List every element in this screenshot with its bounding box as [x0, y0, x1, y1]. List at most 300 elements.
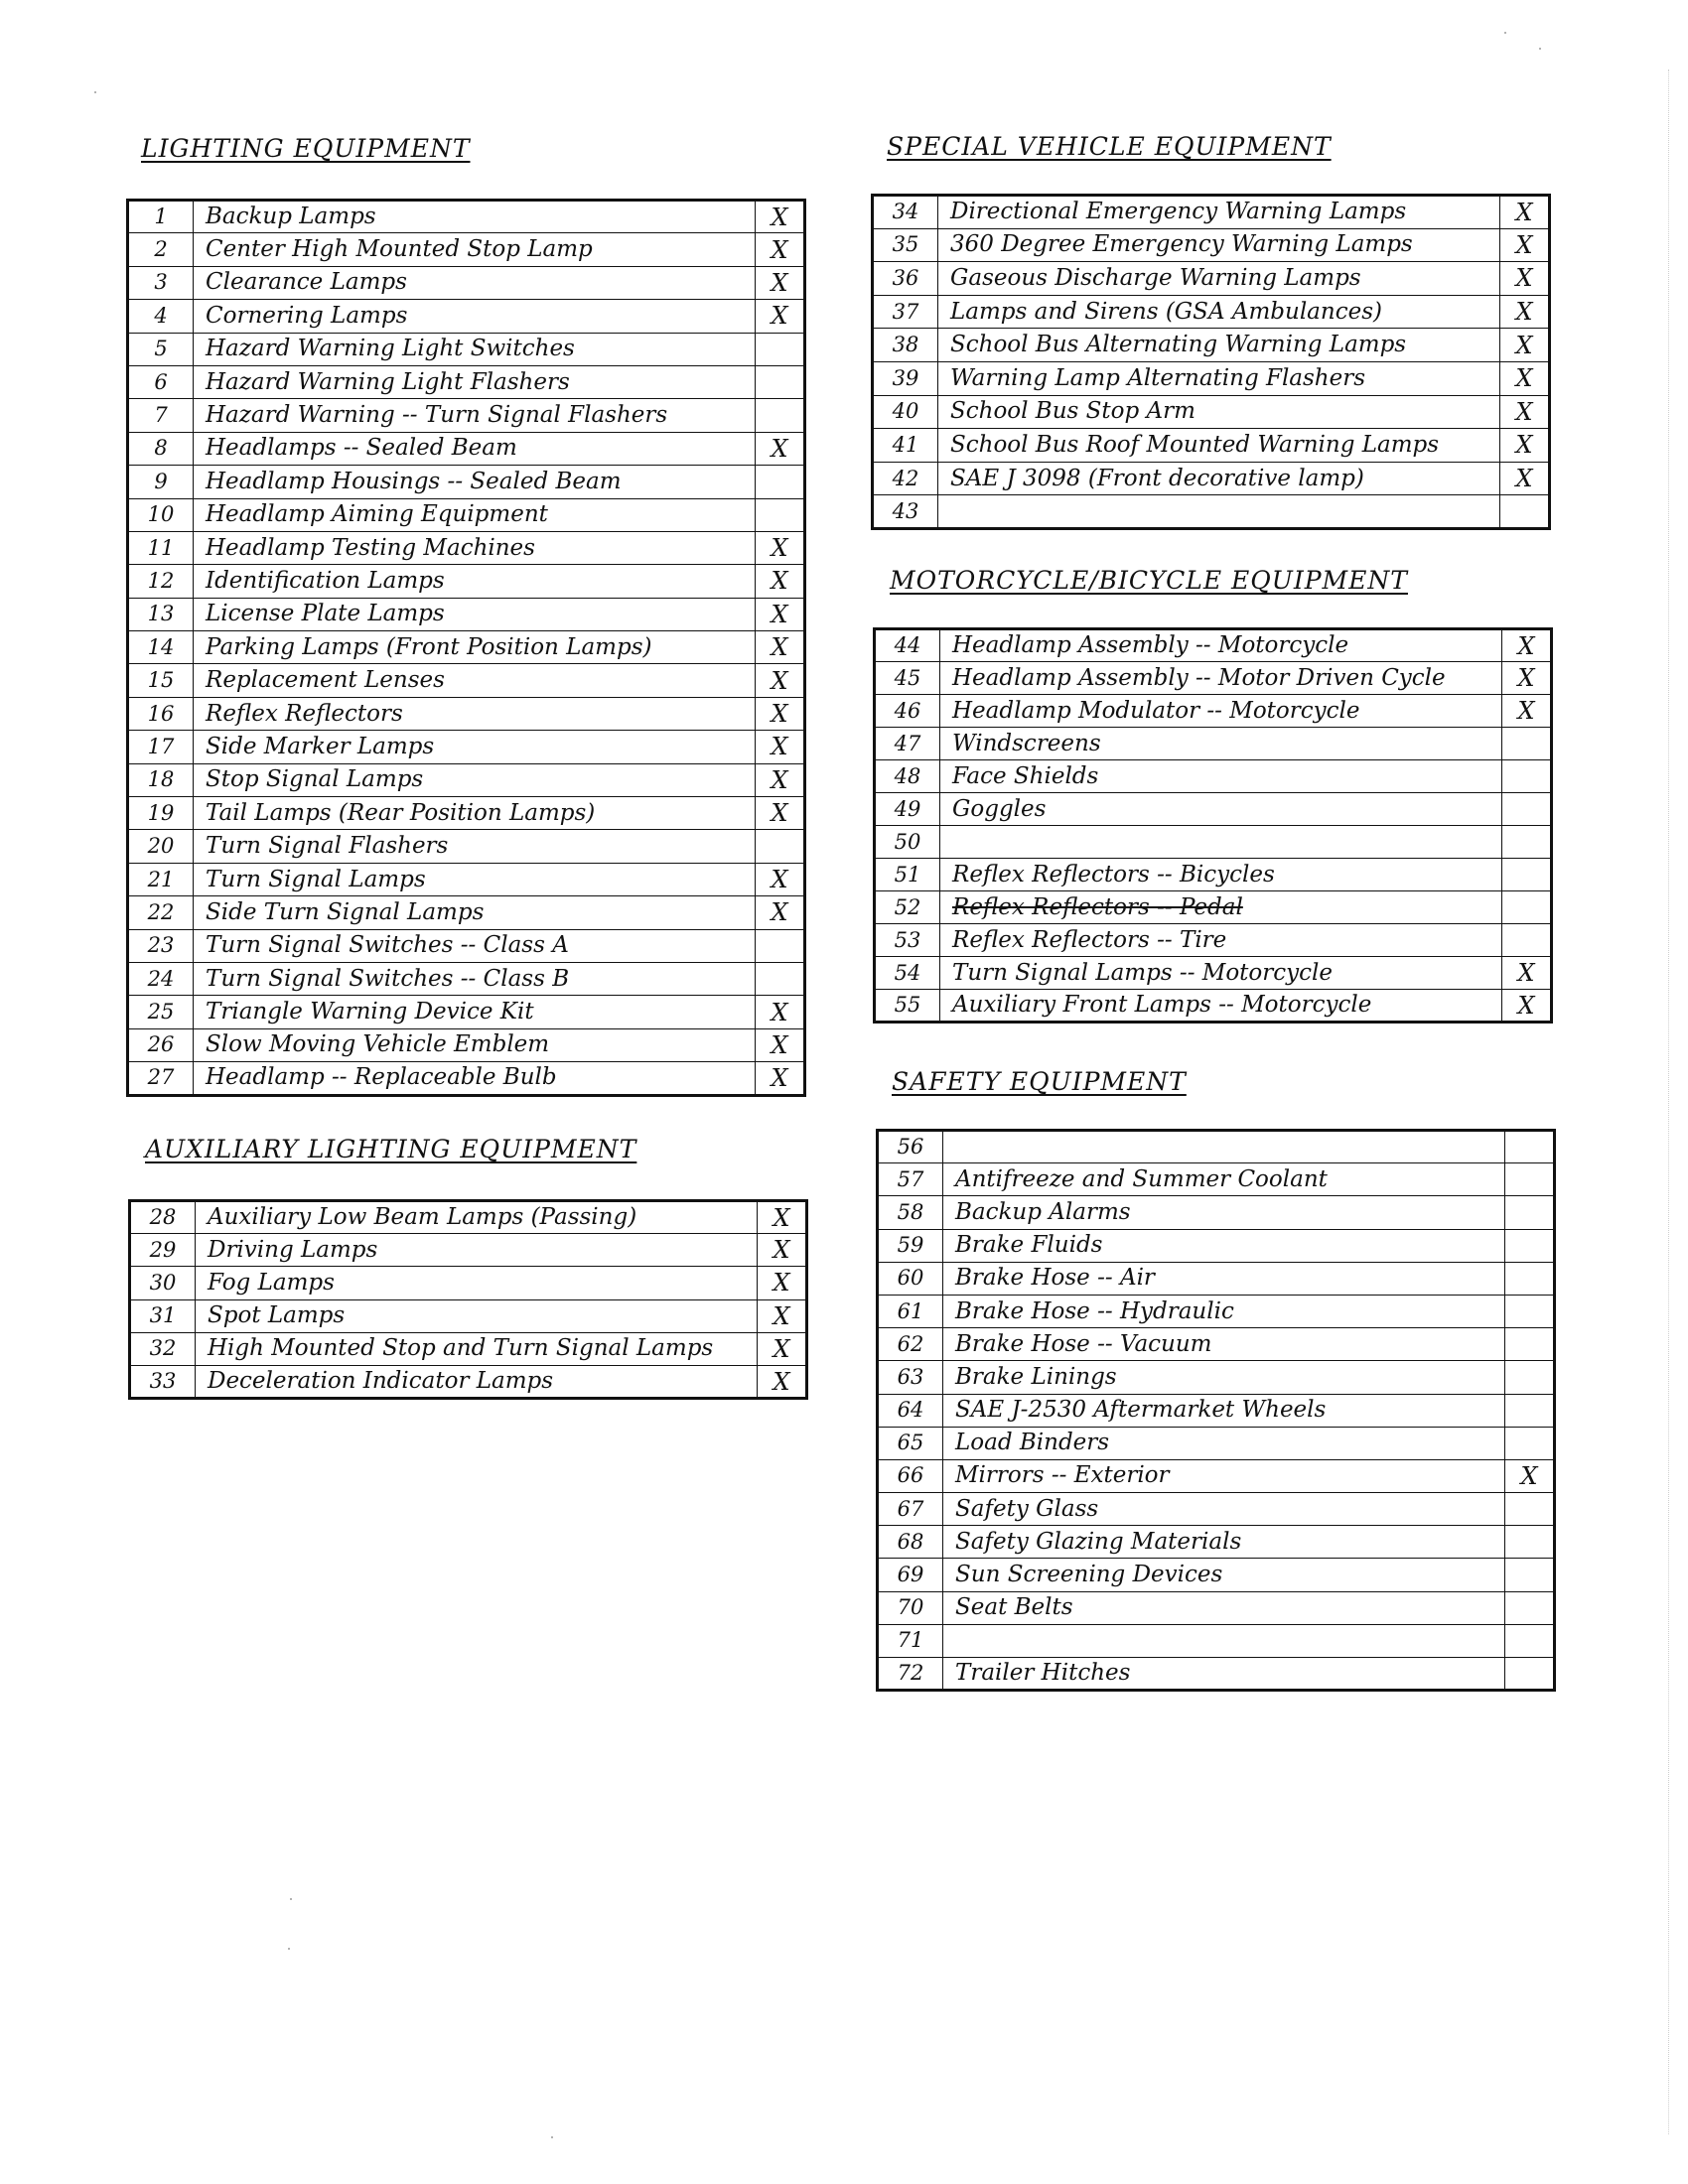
- table-row: [130, 1332, 807, 1365]
- item-name: Backup Alarms: [943, 1196, 1505, 1229]
- item-number: 12: [128, 565, 194, 598]
- item-number: 35: [873, 228, 938, 262]
- item-number: 16: [128, 697, 194, 730]
- check-mark: X: [756, 432, 805, 465]
- item-name: Spot Lamps: [196, 1299, 758, 1332]
- item-name: Driving Lamps: [196, 1234, 758, 1267]
- item-number: 65: [878, 1427, 943, 1459]
- table-row: [128, 498, 805, 531]
- check-mark: [756, 399, 805, 432]
- item-number: 18: [128, 763, 194, 796]
- item-name: Brake Hose -- Air: [943, 1262, 1505, 1295]
- item-number: 42: [873, 462, 938, 495]
- check-mark: [1505, 1427, 1555, 1459]
- item-name: Face Shields: [940, 760, 1502, 793]
- item-number: 7: [128, 399, 194, 432]
- table-row: [875, 990, 1552, 1023]
- table-row: [128, 432, 805, 465]
- table-row: [873, 329, 1550, 362]
- check-mark: [1502, 891, 1552, 924]
- item-name: Headlamp Aiming Equipment: [194, 498, 756, 531]
- check-mark: X: [758, 1365, 807, 1398]
- check-mark: [1505, 1229, 1555, 1262]
- item-number: 56: [878, 1131, 943, 1163]
- item-number: 37: [873, 295, 938, 329]
- item-number: 70: [878, 1591, 943, 1624]
- item-name: [943, 1624, 1505, 1657]
- item-name: License Plate Lamps: [194, 598, 756, 630]
- check-mark: X: [756, 233, 805, 266]
- check-mark: X: [756, 797, 805, 830]
- table-row: [873, 462, 1550, 495]
- check-mark: [1505, 1591, 1555, 1624]
- item-name: Warning Lamp Alternating Flashers: [938, 361, 1500, 395]
- scan-speck: [1504, 32, 1506, 34]
- table-row: [878, 1163, 1555, 1196]
- check-mark: X: [1502, 629, 1552, 662]
- item-name: Goggles: [940, 793, 1502, 826]
- item-name: Hazard Warning Light Flashers: [194, 365, 756, 398]
- item-name: Windscreens: [940, 728, 1502, 760]
- item-number: 4: [128, 300, 194, 333]
- table-row: [128, 896, 805, 929]
- check-mark: X: [758, 1299, 807, 1332]
- check-mark: X: [758, 1234, 807, 1267]
- item-number: 62: [878, 1328, 943, 1361]
- table-row: [878, 1295, 1555, 1327]
- item-name: Turn Signal Lamps: [194, 863, 756, 895]
- item-name: Lamps and Sirens (GSA Ambulances): [938, 295, 1500, 329]
- check-mark: X: [756, 863, 805, 895]
- item-number: 57: [878, 1163, 943, 1196]
- item-number: 29: [130, 1234, 196, 1267]
- item-number: 9: [128, 466, 194, 498]
- table-row: [873, 262, 1550, 296]
- table-row: [875, 695, 1552, 728]
- check-mark: [756, 929, 805, 962]
- item-number: 8: [128, 432, 194, 465]
- item-name: Identification Lamps: [194, 565, 756, 598]
- item-name: Headlamp Housings -- Sealed Beam: [194, 466, 756, 498]
- check-mark: X: [1500, 329, 1550, 362]
- check-mark: [1502, 826, 1552, 859]
- item-name: [943, 1131, 1505, 1163]
- check-mark: X: [1500, 395, 1550, 429]
- check-mark: [1502, 793, 1552, 826]
- safety-equipment-table: [876, 1129, 1556, 1692]
- check-mark: [756, 365, 805, 398]
- table-row: [128, 631, 805, 664]
- check-mark: [756, 466, 805, 498]
- check-mark: X: [1500, 228, 1550, 262]
- table-row: [878, 1262, 1555, 1295]
- item-number: 14: [128, 631, 194, 664]
- item-number: 44: [875, 629, 940, 662]
- struck-item-name: Reflex Reflectors -- Pedal: [952, 893, 1243, 920]
- check-mark: X: [756, 731, 805, 763]
- item-name: Turn Signal Switches -- Class A: [194, 929, 756, 962]
- item-name: Reflex Reflectors: [194, 697, 756, 730]
- check-mark: [1505, 1394, 1555, 1427]
- check-mark: [1505, 1526, 1555, 1559]
- item-name: Antifreeze and Summer Coolant: [943, 1163, 1505, 1196]
- table-row: [878, 1559, 1555, 1591]
- item-name: Seat Belts: [943, 1591, 1505, 1624]
- table-row: [878, 1427, 1555, 1459]
- table-row: [875, 793, 1552, 826]
- check-mark: X: [1505, 1459, 1555, 1492]
- item-number: 21: [128, 863, 194, 895]
- table-row: [128, 201, 805, 233]
- check-mark: X: [1500, 361, 1550, 395]
- table-row: [130, 1201, 807, 1234]
- item-name: Turn Signal Flashers: [194, 830, 756, 863]
- check-mark: [1505, 1624, 1555, 1657]
- auxiliary-lighting-heading: AUXILIARY LIGHTING EQUIPMENT: [145, 1135, 637, 1163]
- check-mark: X: [1502, 990, 1552, 1023]
- table-row: [873, 361, 1550, 395]
- table-row: [128, 598, 805, 630]
- table-row: [878, 1328, 1555, 1361]
- item-number: 50: [875, 826, 940, 859]
- check-mark: [756, 498, 805, 531]
- item-name: Headlamp Testing Machines: [194, 531, 756, 564]
- table-row: [878, 1493, 1555, 1526]
- check-mark: [756, 830, 805, 863]
- check-mark: X: [1500, 262, 1550, 296]
- item-number: 45: [875, 662, 940, 695]
- item-number: 34: [873, 196, 938, 229]
- item-name: Hazard Warning -- Turn Signal Flashers: [194, 399, 756, 432]
- item-name: Mirrors -- Exterior: [943, 1459, 1505, 1492]
- item-number: 19: [128, 797, 194, 830]
- table-row: [130, 1234, 807, 1267]
- item-number: 58: [878, 1196, 943, 1229]
- table-row: [128, 1028, 805, 1061]
- table-row: [128, 830, 805, 863]
- table-row: [875, 891, 1552, 924]
- table-row: [128, 664, 805, 697]
- check-mark: X: [756, 531, 805, 564]
- item-number: 52: [875, 891, 940, 924]
- check-mark: X: [1502, 957, 1552, 990]
- lighting-equipment-heading: LIGHTING EQUIPMENT: [141, 134, 471, 163]
- table-row: [128, 797, 805, 830]
- safety-equipment-heading: SAFETY EQUIPMENT: [892, 1067, 1187, 1096]
- item-name: Slow Moving Vehicle Emblem: [194, 1028, 756, 1061]
- item-name: Stop Signal Lamps: [194, 763, 756, 796]
- item-number: 40: [873, 395, 938, 429]
- item-name: School Bus Stop Arm: [938, 395, 1500, 429]
- item-name: SAE J 3098 (Front decorative lamp): [938, 462, 1500, 495]
- table-row: [878, 1229, 1555, 1262]
- check-mark: [1502, 859, 1552, 891]
- item-number: 46: [875, 695, 940, 728]
- item-name: Load Binders: [943, 1427, 1505, 1459]
- item-number: 22: [128, 896, 194, 929]
- item-number: 54: [875, 957, 940, 990]
- table-row: [875, 629, 1552, 662]
- item-name: Headlamps -- Sealed Beam: [194, 432, 756, 465]
- item-name: [940, 826, 1502, 859]
- item-number: 67: [878, 1493, 943, 1526]
- item-number: 68: [878, 1526, 943, 1559]
- item-number: 30: [130, 1267, 196, 1299]
- item-name: School Bus Roof Mounted Warning Lamps: [938, 429, 1500, 463]
- item-number: 10: [128, 498, 194, 531]
- item-name: Clearance Lamps: [194, 266, 756, 299]
- item-number: 6: [128, 365, 194, 398]
- item-number: 47: [875, 728, 940, 760]
- table-row: [875, 662, 1552, 695]
- item-name: Auxiliary Front Lamps -- Motorcycle: [940, 990, 1502, 1023]
- check-mark: [1505, 1163, 1555, 1196]
- table-row: [875, 859, 1552, 891]
- check-mark: [1500, 495, 1550, 529]
- scan-edge-line: [1668, 69, 1669, 2134]
- table-row: [878, 1459, 1555, 1492]
- item-name: Center High Mounted Stop Lamp: [194, 233, 756, 266]
- table-row: [128, 466, 805, 498]
- check-mark: X: [756, 266, 805, 299]
- item-number: 27: [128, 1062, 194, 1095]
- table-row: [128, 365, 805, 398]
- item-number: 66: [878, 1459, 943, 1492]
- table-row: [875, 957, 1552, 990]
- table-row: [878, 1361, 1555, 1394]
- item-number: 60: [878, 1262, 943, 1295]
- item-number: 26: [128, 1028, 194, 1061]
- item-name: [938, 495, 1500, 529]
- item-name: Directional Emergency Warning Lamps: [938, 196, 1500, 229]
- motorcycle-bicycle-heading: MOTORCYCLE/BICYCLE EQUIPMENT: [890, 566, 1408, 595]
- item-number: 53: [875, 924, 940, 957]
- item-number: 33: [130, 1365, 196, 1398]
- table-row: [875, 826, 1552, 859]
- lighting-equipment-table: [126, 199, 806, 1097]
- scan-speck: [288, 1948, 290, 1950]
- item-number: 2: [128, 233, 194, 266]
- check-mark: [1505, 1328, 1555, 1361]
- table-row: [130, 1365, 807, 1398]
- check-mark: X: [756, 697, 805, 730]
- auxiliary-lighting-table: [128, 1199, 808, 1400]
- special-vehicle-heading: SPECIAL VEHICLE EQUIPMENT: [887, 132, 1332, 161]
- table-row: [128, 300, 805, 333]
- table-row: [878, 1131, 1555, 1163]
- item-name: Replacement Lenses: [194, 664, 756, 697]
- item-number: 1: [128, 201, 194, 233]
- item-number: 17: [128, 731, 194, 763]
- motorcycle-bicycle-heading-wrap: [890, 566, 1408, 595]
- item-number: 72: [878, 1658, 943, 1691]
- item-name: Triangle Warning Device Kit: [194, 996, 756, 1028]
- check-mark: X: [756, 631, 805, 664]
- item-number: 32: [130, 1332, 196, 1365]
- item-number: 64: [878, 1394, 943, 1427]
- item-number: 55: [875, 990, 940, 1023]
- table-row: [873, 495, 1550, 529]
- check-mark: [1502, 728, 1552, 760]
- item-number: 15: [128, 664, 194, 697]
- table-row: [130, 1267, 807, 1299]
- table-row: [873, 395, 1550, 429]
- item-number: 20: [128, 830, 194, 863]
- check-mark: X: [756, 598, 805, 630]
- check-mark: X: [756, 664, 805, 697]
- table-row: [128, 962, 805, 995]
- table-row: [130, 1299, 807, 1332]
- table-row: [128, 1062, 805, 1095]
- check-mark: X: [756, 1062, 805, 1095]
- table-row: [873, 228, 1550, 262]
- item-name: SAE J-2530 Aftermarket Wheels: [943, 1394, 1505, 1427]
- auxiliary-lighting-heading-wrap: [145, 1135, 636, 1163]
- lighting-equipment-heading-wrap: [141, 134, 471, 163]
- item-number: 39: [873, 361, 938, 395]
- item-name: Fog Lamps: [196, 1267, 758, 1299]
- item-name: School Bus Alternating Warning Lamps: [938, 329, 1500, 362]
- item-name: Tail Lamps (Rear Position Lamps): [194, 797, 756, 830]
- check-mark: [1505, 1361, 1555, 1394]
- item-name: Headlamp Modulator -- Motorcycle: [940, 695, 1502, 728]
- table-row: [878, 1624, 1555, 1657]
- scan-speck: [290, 1898, 292, 1900]
- check-mark: X: [1500, 196, 1550, 229]
- item-name: High Mounted Stop and Turn Signal Lamps: [196, 1332, 758, 1365]
- item-number: 38: [873, 329, 938, 362]
- item-name: Headlamp -- Replaceable Bulb: [194, 1062, 756, 1095]
- check-mark: [1505, 1295, 1555, 1327]
- table-row: [128, 929, 805, 962]
- item-name: Deceleration Indicator Lamps: [196, 1365, 758, 1398]
- scan-speck: [94, 91, 96, 93]
- item-number: 48: [875, 760, 940, 793]
- check-mark: [1502, 760, 1552, 793]
- check-mark: X: [758, 1267, 807, 1299]
- scan-speck: [1539, 48, 1541, 50]
- item-name: Sun Screening Devices: [943, 1559, 1505, 1591]
- item-name: Brake Fluids: [943, 1229, 1505, 1262]
- item-number: 24: [128, 962, 194, 995]
- check-mark: X: [1500, 295, 1550, 329]
- item-number: 63: [878, 1361, 943, 1394]
- item-number: 71: [878, 1624, 943, 1657]
- item-number: 51: [875, 859, 940, 891]
- table-row: [873, 429, 1550, 463]
- item-name: Turn Signal Lamps -- Motorcycle: [940, 957, 1502, 990]
- check-mark: X: [756, 896, 805, 929]
- check-mark: [1505, 1196, 1555, 1229]
- table-row: [878, 1658, 1555, 1691]
- table-row: [875, 760, 1552, 793]
- item-name: Auxiliary Low Beam Lamps (Passing): [196, 1201, 758, 1234]
- item-number: 36: [873, 262, 938, 296]
- check-mark: [1505, 1493, 1555, 1526]
- item-name: Headlamp Assembly -- Motorcycle: [940, 629, 1502, 662]
- item-name: Side Turn Signal Lamps: [194, 896, 756, 929]
- table-row: [878, 1591, 1555, 1624]
- item-number: 69: [878, 1559, 943, 1591]
- item-number: 59: [878, 1229, 943, 1262]
- table-row: [128, 763, 805, 796]
- table-row: [873, 196, 1550, 229]
- motorcycle-bicycle-table: [873, 627, 1553, 1024]
- check-mark: [1505, 1658, 1555, 1691]
- table-row: [128, 697, 805, 730]
- table-row: [875, 924, 1552, 957]
- check-mark: [756, 962, 805, 995]
- item-number: 11: [128, 531, 194, 564]
- item-name: Brake Hose -- Vacuum: [943, 1328, 1505, 1361]
- item-name: Cornering Lamps: [194, 300, 756, 333]
- item-name: Hazard Warning Light Switches: [194, 333, 756, 365]
- check-mark: [756, 333, 805, 365]
- table-row: [128, 266, 805, 299]
- item-number: 61: [878, 1295, 943, 1327]
- table-row: [128, 531, 805, 564]
- check-mark: X: [1500, 462, 1550, 495]
- check-mark: [1505, 1559, 1555, 1591]
- check-mark: X: [756, 300, 805, 333]
- check-mark: [1502, 924, 1552, 957]
- table-row: [878, 1526, 1555, 1559]
- item-number: 3: [128, 266, 194, 299]
- check-mark: [1505, 1262, 1555, 1295]
- item-name: Reflex Reflectors -- Tire: [940, 924, 1502, 957]
- table-row: [128, 731, 805, 763]
- item-name: Safety Glazing Materials: [943, 1526, 1505, 1559]
- table-row: [128, 863, 805, 895]
- table-row: [878, 1196, 1555, 1229]
- table-row: [128, 996, 805, 1028]
- item-number: 49: [875, 793, 940, 826]
- check-mark: X: [1500, 429, 1550, 463]
- item-name: Headlamp Assembly -- Motor Driven Cycle: [940, 662, 1502, 695]
- table-row: [875, 728, 1552, 760]
- safety-equipment-heading-wrap: [892, 1067, 1187, 1096]
- special-vehicle-heading-wrap: [887, 132, 1332, 161]
- item-name: Reflex Reflectors -- Bicycles: [940, 859, 1502, 891]
- check-mark: X: [756, 201, 805, 233]
- item-name: Backup Lamps: [194, 201, 756, 233]
- table-row: [873, 295, 1550, 329]
- table-row: [128, 233, 805, 266]
- table-row: [128, 333, 805, 365]
- item-name: Brake Hose -- Hydraulic: [943, 1295, 1505, 1327]
- check-mark: X: [1502, 662, 1552, 695]
- item-name: Safety Glass: [943, 1493, 1505, 1526]
- check-mark: X: [756, 565, 805, 598]
- item-name: Turn Signal Switches -- Class B: [194, 962, 756, 995]
- item-name: 360 Degree Emergency Warning Lamps: [938, 228, 1500, 262]
- scan-speck: [551, 2136, 553, 2138]
- table-row: [128, 565, 805, 598]
- check-mark: X: [756, 996, 805, 1028]
- item-number: 41: [873, 429, 938, 463]
- item-name: Parking Lamps (Front Position Lamps): [194, 631, 756, 664]
- item-name: Trailer Hitches: [943, 1658, 1505, 1691]
- check-mark: X: [758, 1201, 807, 1234]
- special-vehicle-table: [871, 194, 1551, 530]
- table-row: [128, 399, 805, 432]
- check-mark: X: [756, 1028, 805, 1061]
- check-mark: X: [756, 763, 805, 796]
- item-name: Brake Linings: [943, 1361, 1505, 1394]
- item-number: 25: [128, 996, 194, 1028]
- item-name: Gaseous Discharge Warning Lamps: [938, 262, 1500, 296]
- item-number: 28: [130, 1201, 196, 1234]
